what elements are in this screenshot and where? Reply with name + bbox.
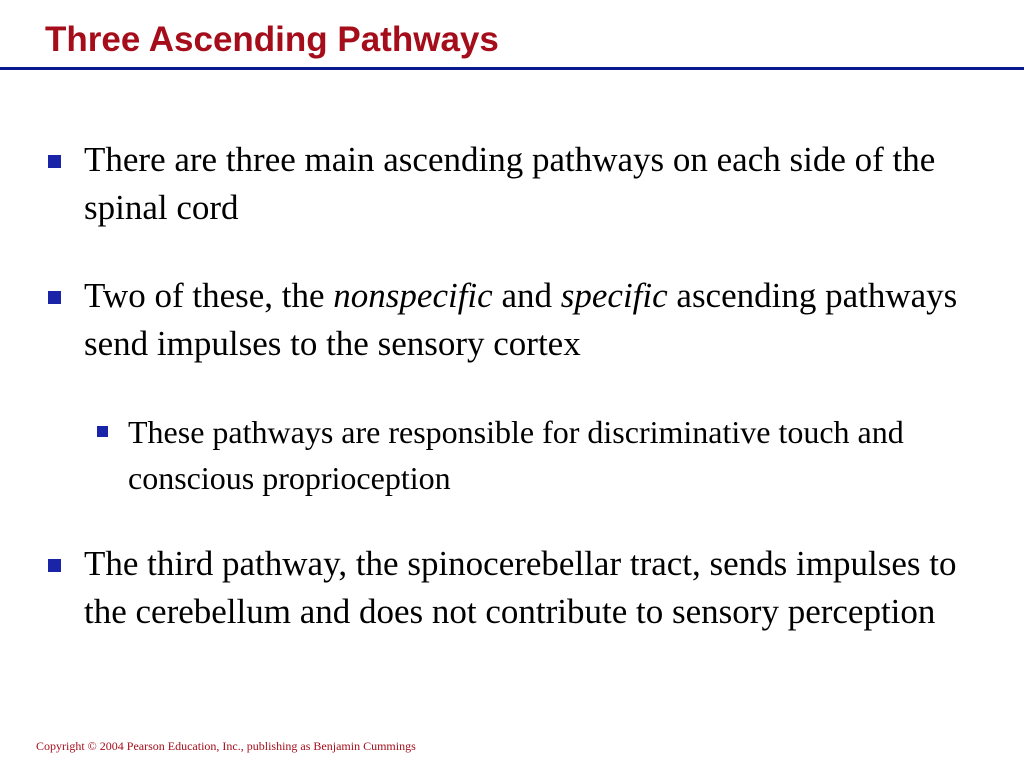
bullet-text: These pathways are responsible for discriminative touch and conscious proprioception bbox=[128, 414, 904, 496]
title-divider bbox=[0, 67, 1024, 70]
sub-bullet-item-1 bbox=[128, 409, 1008, 501]
square-bullet-icon bbox=[48, 559, 61, 572]
emphasis-specific: specific bbox=[560, 276, 668, 315]
bullet-text-part: Two of these, the bbox=[84, 276, 334, 315]
square-bullet-icon bbox=[48, 155, 61, 168]
square-bullet-icon bbox=[48, 291, 61, 304]
bullet-text: There are three main ascending pathways on each side of the spinal cord bbox=[84, 140, 936, 227]
bullet-text: The third pathway, the spinocerebellar tract, sends impulses to the cerebellum and does not contribute to sensory perception bbox=[84, 544, 957, 631]
emphasis-nonspecific: nonspecific bbox=[333, 276, 493, 315]
slide-title: Three Ascending Pathways bbox=[45, 20, 499, 59]
bullet-text-part: and bbox=[492, 276, 561, 315]
square-bullet-icon bbox=[97, 426, 108, 437]
copyright-footer: Copyright © 2004 Pearson Education, Inc., publishing as Benjamin Cummings bbox=[36, 739, 416, 753]
bullet-item-1 bbox=[84, 136, 1004, 232]
bullet-item-2 bbox=[84, 272, 1004, 368]
bullet-item-3 bbox=[84, 540, 1004, 636]
bullet-text-part: ascending pathways send impulses to the sensory cortex bbox=[84, 276, 958, 363]
